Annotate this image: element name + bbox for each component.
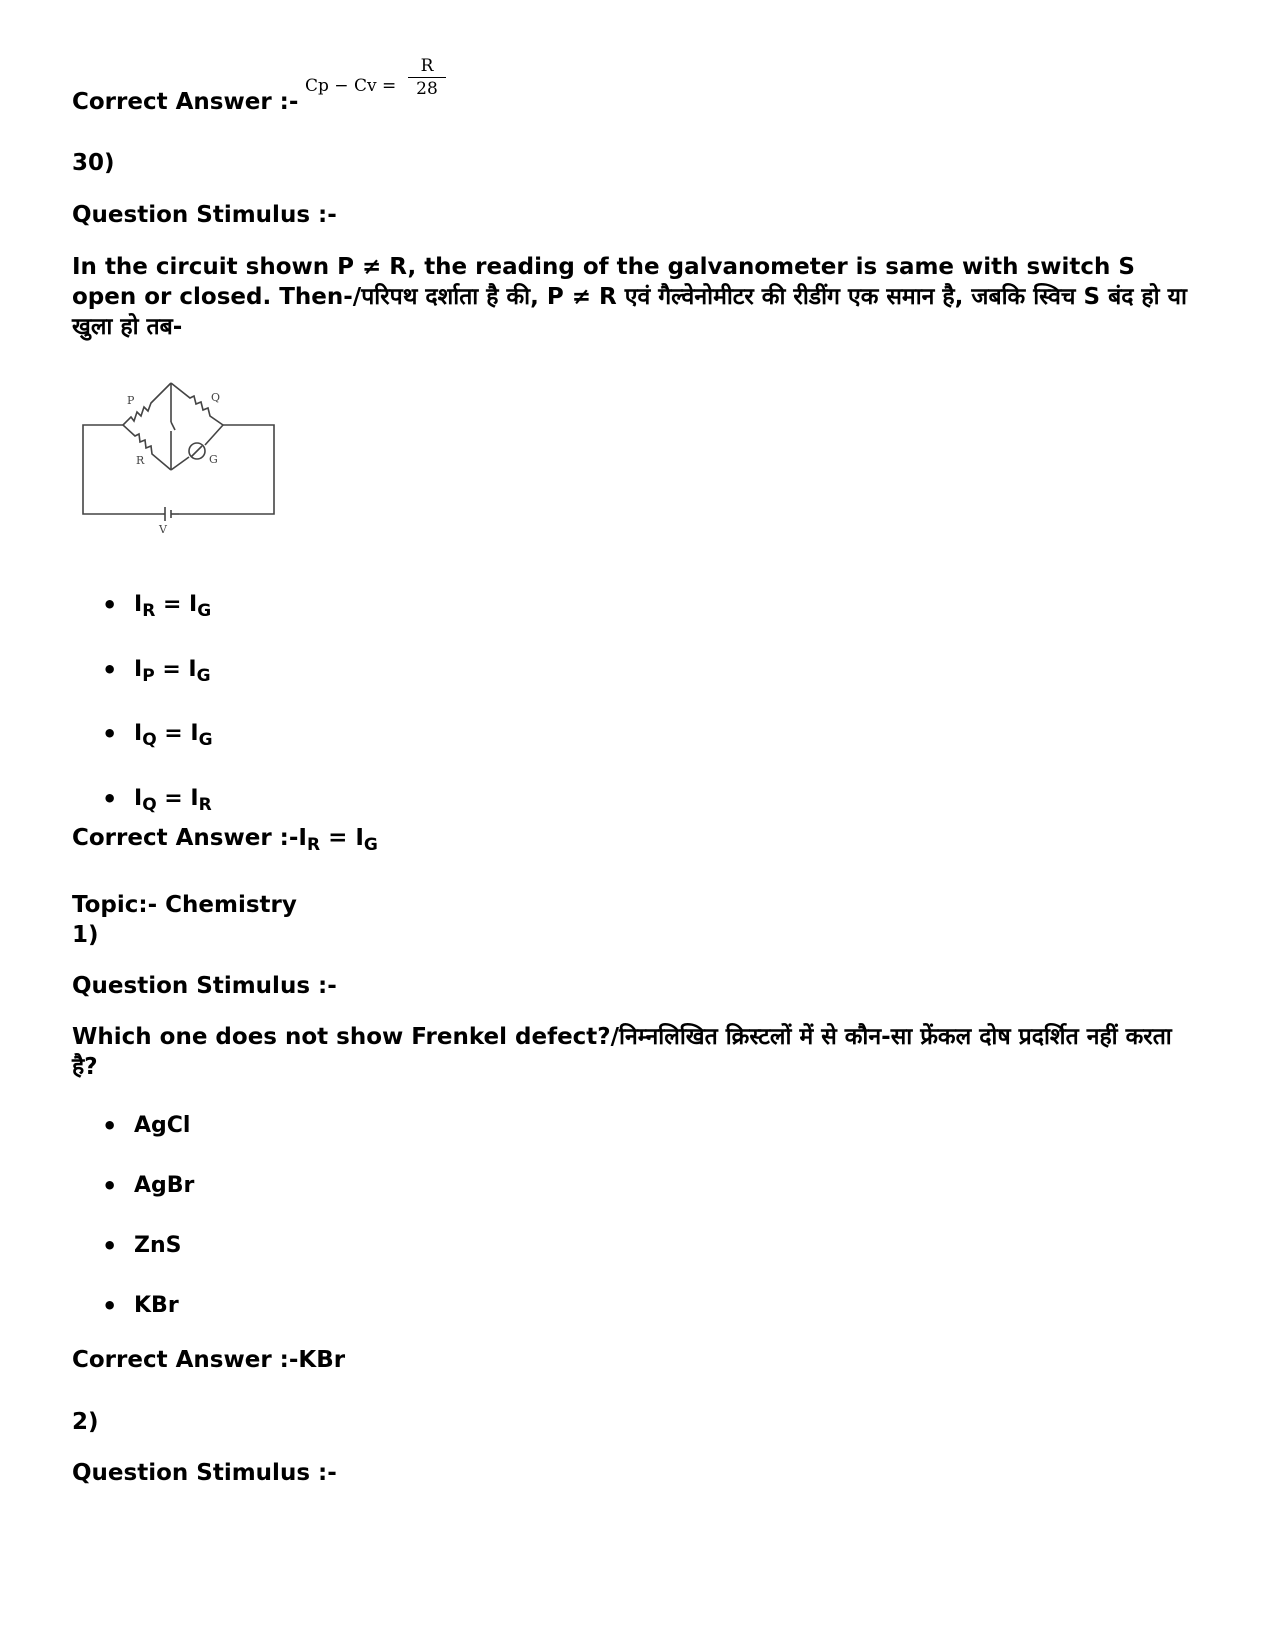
prev-answer-formula: Cp − Cv = (305, 76, 397, 96)
label-v: V (159, 523, 167, 536)
label-r: R (136, 454, 145, 467)
prev-answer-fraction (408, 56, 446, 99)
fraction-denominator: 28 (416, 79, 438, 99)
question-stimulus-text: Which one does not show Frenkel defect?/निम्नलिखित क्रिस्टलों में से कौन-सा फ्रेंकल दोष प्रदर्शित नहीं करता है? (72, 1024, 1172, 1080)
prev-correct-answer-label: Correct Answer :- (72, 89, 299, 115)
circuit-wire-left (83, 425, 163, 514)
question-number: 30) (72, 150, 115, 176)
question-stimulus-label: Question Stimulus :- (72, 1460, 337, 1486)
option-item[interactable]: • KBr (72, 1291, 194, 1321)
options-list-q30 (72, 590, 213, 814)
option-item[interactable]: • AgCl (72, 1111, 194, 1141)
option-item[interactable]: • $I_Q = I_G$ (72, 719, 213, 749)
resistor-q (171, 383, 223, 425)
label-p: P (127, 394, 135, 407)
wheatstone-bridge-diagram (78, 378, 284, 538)
correct-answer-q30: Correct Answer $:-I_R = I_G$ (72, 825, 378, 855)
option-item[interactable]: • $I_R = I_G$ (72, 590, 213, 620)
question-number: 1) (72, 922, 99, 948)
option-item[interactable]: • ZnS (72, 1231, 194, 1261)
resistor-r (123, 425, 171, 470)
question-stimulus-text: In the circuit shown P ≠ R, the reading of the galvanometer is same with switch S open or closed. Then-/परिपथ दर्शाता है की, P ≠ R एवं गैल्वेनोमीटर की रीडींग एक समान है, जबकि स्विच S बंद हो या खुला हो तब- (72, 254, 1187, 340)
label-q: Q (211, 391, 221, 404)
question-stimulus-label: Question Stimulus :- (72, 973, 337, 999)
topic-heading: Topic:- Chemistry (72, 892, 297, 918)
options-list-q1 (72, 1111, 194, 1321)
question-stimulus-label: Question Stimulus :- (72, 202, 337, 228)
switch-lever (171, 422, 175, 430)
option-item[interactable]: • $I_P = I_G$ (72, 655, 213, 685)
fraction-numerator: R (420, 56, 434, 76)
question-number: 2) (72, 1409, 99, 1435)
option-item[interactable]: • AgBr (72, 1171, 194, 1201)
circuit-wire-right (179, 425, 274, 514)
label-g: G (209, 453, 218, 466)
fraction-bar (408, 77, 446, 78)
option-item[interactable]: • $I_Q = I_R$ (72, 784, 213, 814)
correct-answer-q1: Correct Answer :-KBr (72, 1347, 346, 1373)
